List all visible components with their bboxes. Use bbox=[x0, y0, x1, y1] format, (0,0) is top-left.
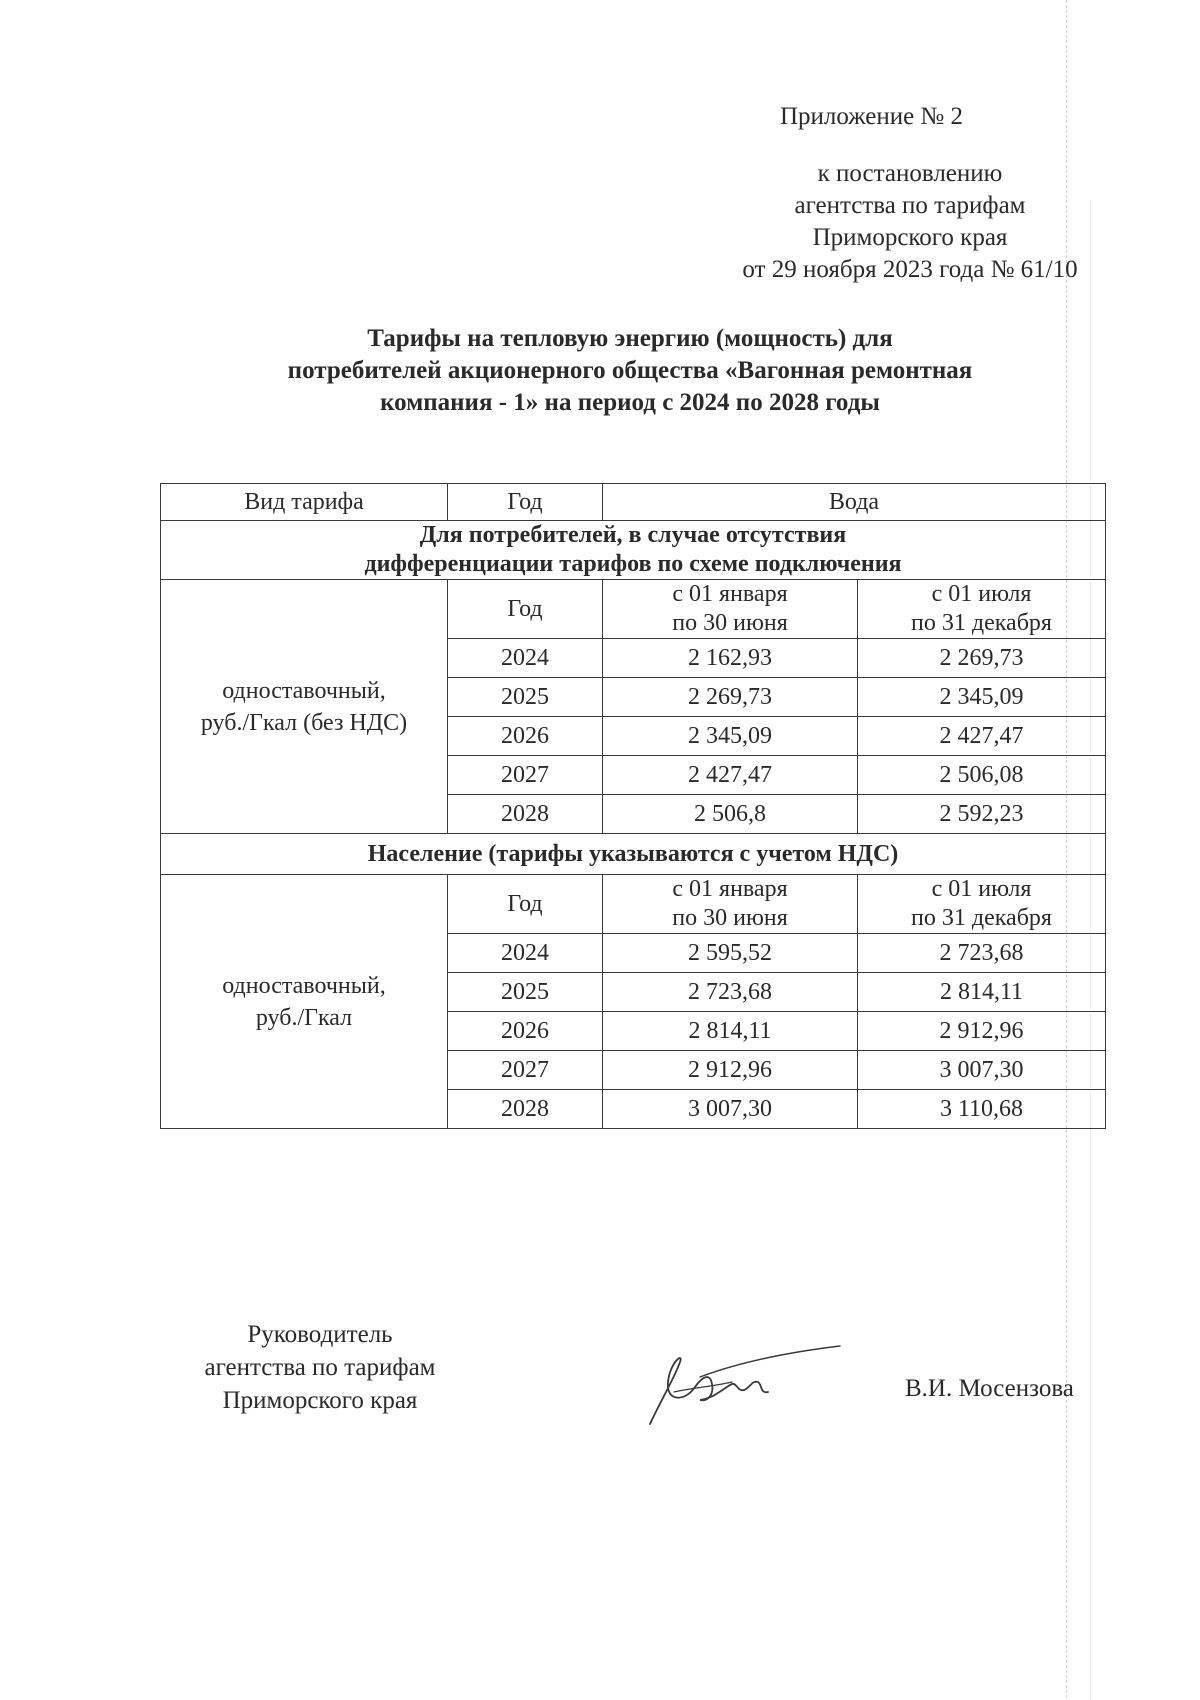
section-title-row bbox=[161, 834, 1106, 875]
year-cell: 2027 bbox=[448, 1051, 603, 1090]
section-title-line: дифференциации тарифов по схеме подключения bbox=[364, 551, 902, 577]
year-cell: 2028 bbox=[448, 1090, 603, 1129]
section-title-row bbox=[161, 521, 1106, 580]
tariff-value-h1: 2 269,73 bbox=[603, 678, 858, 717]
tariff-value-h1: 2 723,68 bbox=[603, 973, 858, 1012]
signatory-position bbox=[150, 1318, 490, 1417]
tariff-type-line: одноставочный, bbox=[222, 677, 386, 704]
period-first-half bbox=[603, 875, 858, 934]
header-year: Год bbox=[448, 484, 603, 521]
period-line: с 01 января bbox=[672, 581, 788, 607]
appendix-line: от 29 ноября 2023 года № 61/10 bbox=[742, 256, 1078, 283]
appendix-line: к постановлению bbox=[817, 160, 1003, 187]
period-line: с 01 июля bbox=[931, 581, 1032, 607]
period-line: по 30 июня bbox=[672, 610, 788, 636]
tariff-value-h1: 2 814,11 bbox=[603, 1012, 858, 1051]
signatory-position-line: агентства по тарифам bbox=[204, 1354, 436, 1381]
tariff-value-h2: 2 814,11 bbox=[858, 973, 1106, 1012]
period-year-label: Год bbox=[448, 580, 603, 639]
period-first-half bbox=[603, 580, 858, 639]
signatory-name: В.И. Мосензова bbox=[905, 1375, 1074, 1402]
signatory-position-line: Приморского края bbox=[222, 1387, 418, 1414]
tariff-type-line: руб./Гкал bbox=[255, 1004, 353, 1031]
section-title bbox=[161, 834, 1106, 875]
tariff-value-h1: 2 162,93 bbox=[603, 639, 858, 678]
title-line: компания - 1» на период с 2024 по 2028 годы bbox=[380, 389, 880, 416]
document-title bbox=[180, 323, 1080, 419]
year-cell: 2028 bbox=[448, 795, 603, 834]
year-cell: 2025 bbox=[448, 678, 603, 717]
title-line: потребителей акционерного общества «Вагонная ремонтная bbox=[287, 357, 973, 384]
section-title bbox=[161, 521, 1106, 580]
period-second-half bbox=[858, 580, 1106, 639]
period-header-row bbox=[161, 875, 1106, 934]
section-title-line: Население (тарифы указываются с учетом НДС) bbox=[367, 840, 899, 867]
tariff-table bbox=[160, 483, 1106, 1129]
section-title-line: Для потребителей, в случае отсутствия bbox=[419, 522, 847, 548]
appendix-line: Приморского края bbox=[812, 224, 1008, 251]
year-cell: 2026 bbox=[448, 717, 603, 756]
year-cell: 2025 bbox=[448, 973, 603, 1012]
title-line: Тарифы на тепловую энергию (мощность) для bbox=[367, 325, 893, 352]
table-header-row bbox=[161, 484, 1106, 521]
tariff-value-h2: 2 269,73 bbox=[858, 639, 1106, 678]
period-year-label: Год bbox=[448, 875, 603, 934]
header-tariff-type: Вид тарифа bbox=[161, 484, 448, 521]
period-line: по 31 декабря bbox=[911, 610, 1052, 636]
tariff-type-line: одноставочный, bbox=[222, 972, 386, 999]
tariff-value-h2: 2 592,23 bbox=[858, 795, 1106, 834]
tariff-value-h1: 2 506,8 bbox=[603, 795, 858, 834]
tariff-value-h2: 3 007,30 bbox=[858, 1051, 1106, 1090]
tariff-value-h1: 2 595,52 bbox=[603, 934, 858, 973]
tariff-value-h1: 2 427,47 bbox=[603, 756, 858, 795]
year-cell: 2024 bbox=[448, 639, 603, 678]
period-line: с 01 июля bbox=[931, 876, 1032, 902]
handwritten-signature bbox=[640, 1332, 850, 1432]
period-line: с 01 января bbox=[672, 876, 788, 902]
appendix-number: Приложение № 2 bbox=[780, 103, 964, 130]
signatory-position-line: Руководитель bbox=[247, 1321, 393, 1348]
year-cell: 2026 bbox=[448, 1012, 603, 1051]
tariff-type-cell bbox=[161, 580, 448, 834]
tariff-value-h1: 3 007,30 bbox=[603, 1090, 858, 1129]
tariff-type-line: руб./Гкал (без НДС) bbox=[200, 709, 408, 736]
tariff-value-h2: 2 912,96 bbox=[858, 1012, 1106, 1051]
tariff-type-cell bbox=[161, 875, 448, 1129]
period-line: по 31 декабря bbox=[911, 905, 1052, 931]
tariff-value-h2: 2 427,47 bbox=[858, 717, 1106, 756]
tariff-value-h1: 2 345,09 bbox=[603, 717, 858, 756]
year-cell: 2024 bbox=[448, 934, 603, 973]
header-water: Вода bbox=[603, 484, 1106, 521]
period-header-row bbox=[161, 580, 1106, 639]
tariff-value-h2: 2 345,09 bbox=[858, 678, 1106, 717]
tariff-value-h2: 2 506,08 bbox=[858, 756, 1106, 795]
year-cell: 2027 bbox=[448, 756, 603, 795]
tariff-value-h2: 3 110,68 bbox=[858, 1090, 1106, 1129]
appendix-resolution-reference bbox=[700, 158, 1120, 286]
tariff-value-h2: 2 723,68 bbox=[858, 934, 1106, 973]
period-second-half bbox=[858, 875, 1106, 934]
period-line: по 30 июня bbox=[672, 905, 788, 931]
appendix-line: агентства по тарифам bbox=[794, 192, 1026, 219]
tariff-value-h1: 2 912,96 bbox=[603, 1051, 858, 1090]
